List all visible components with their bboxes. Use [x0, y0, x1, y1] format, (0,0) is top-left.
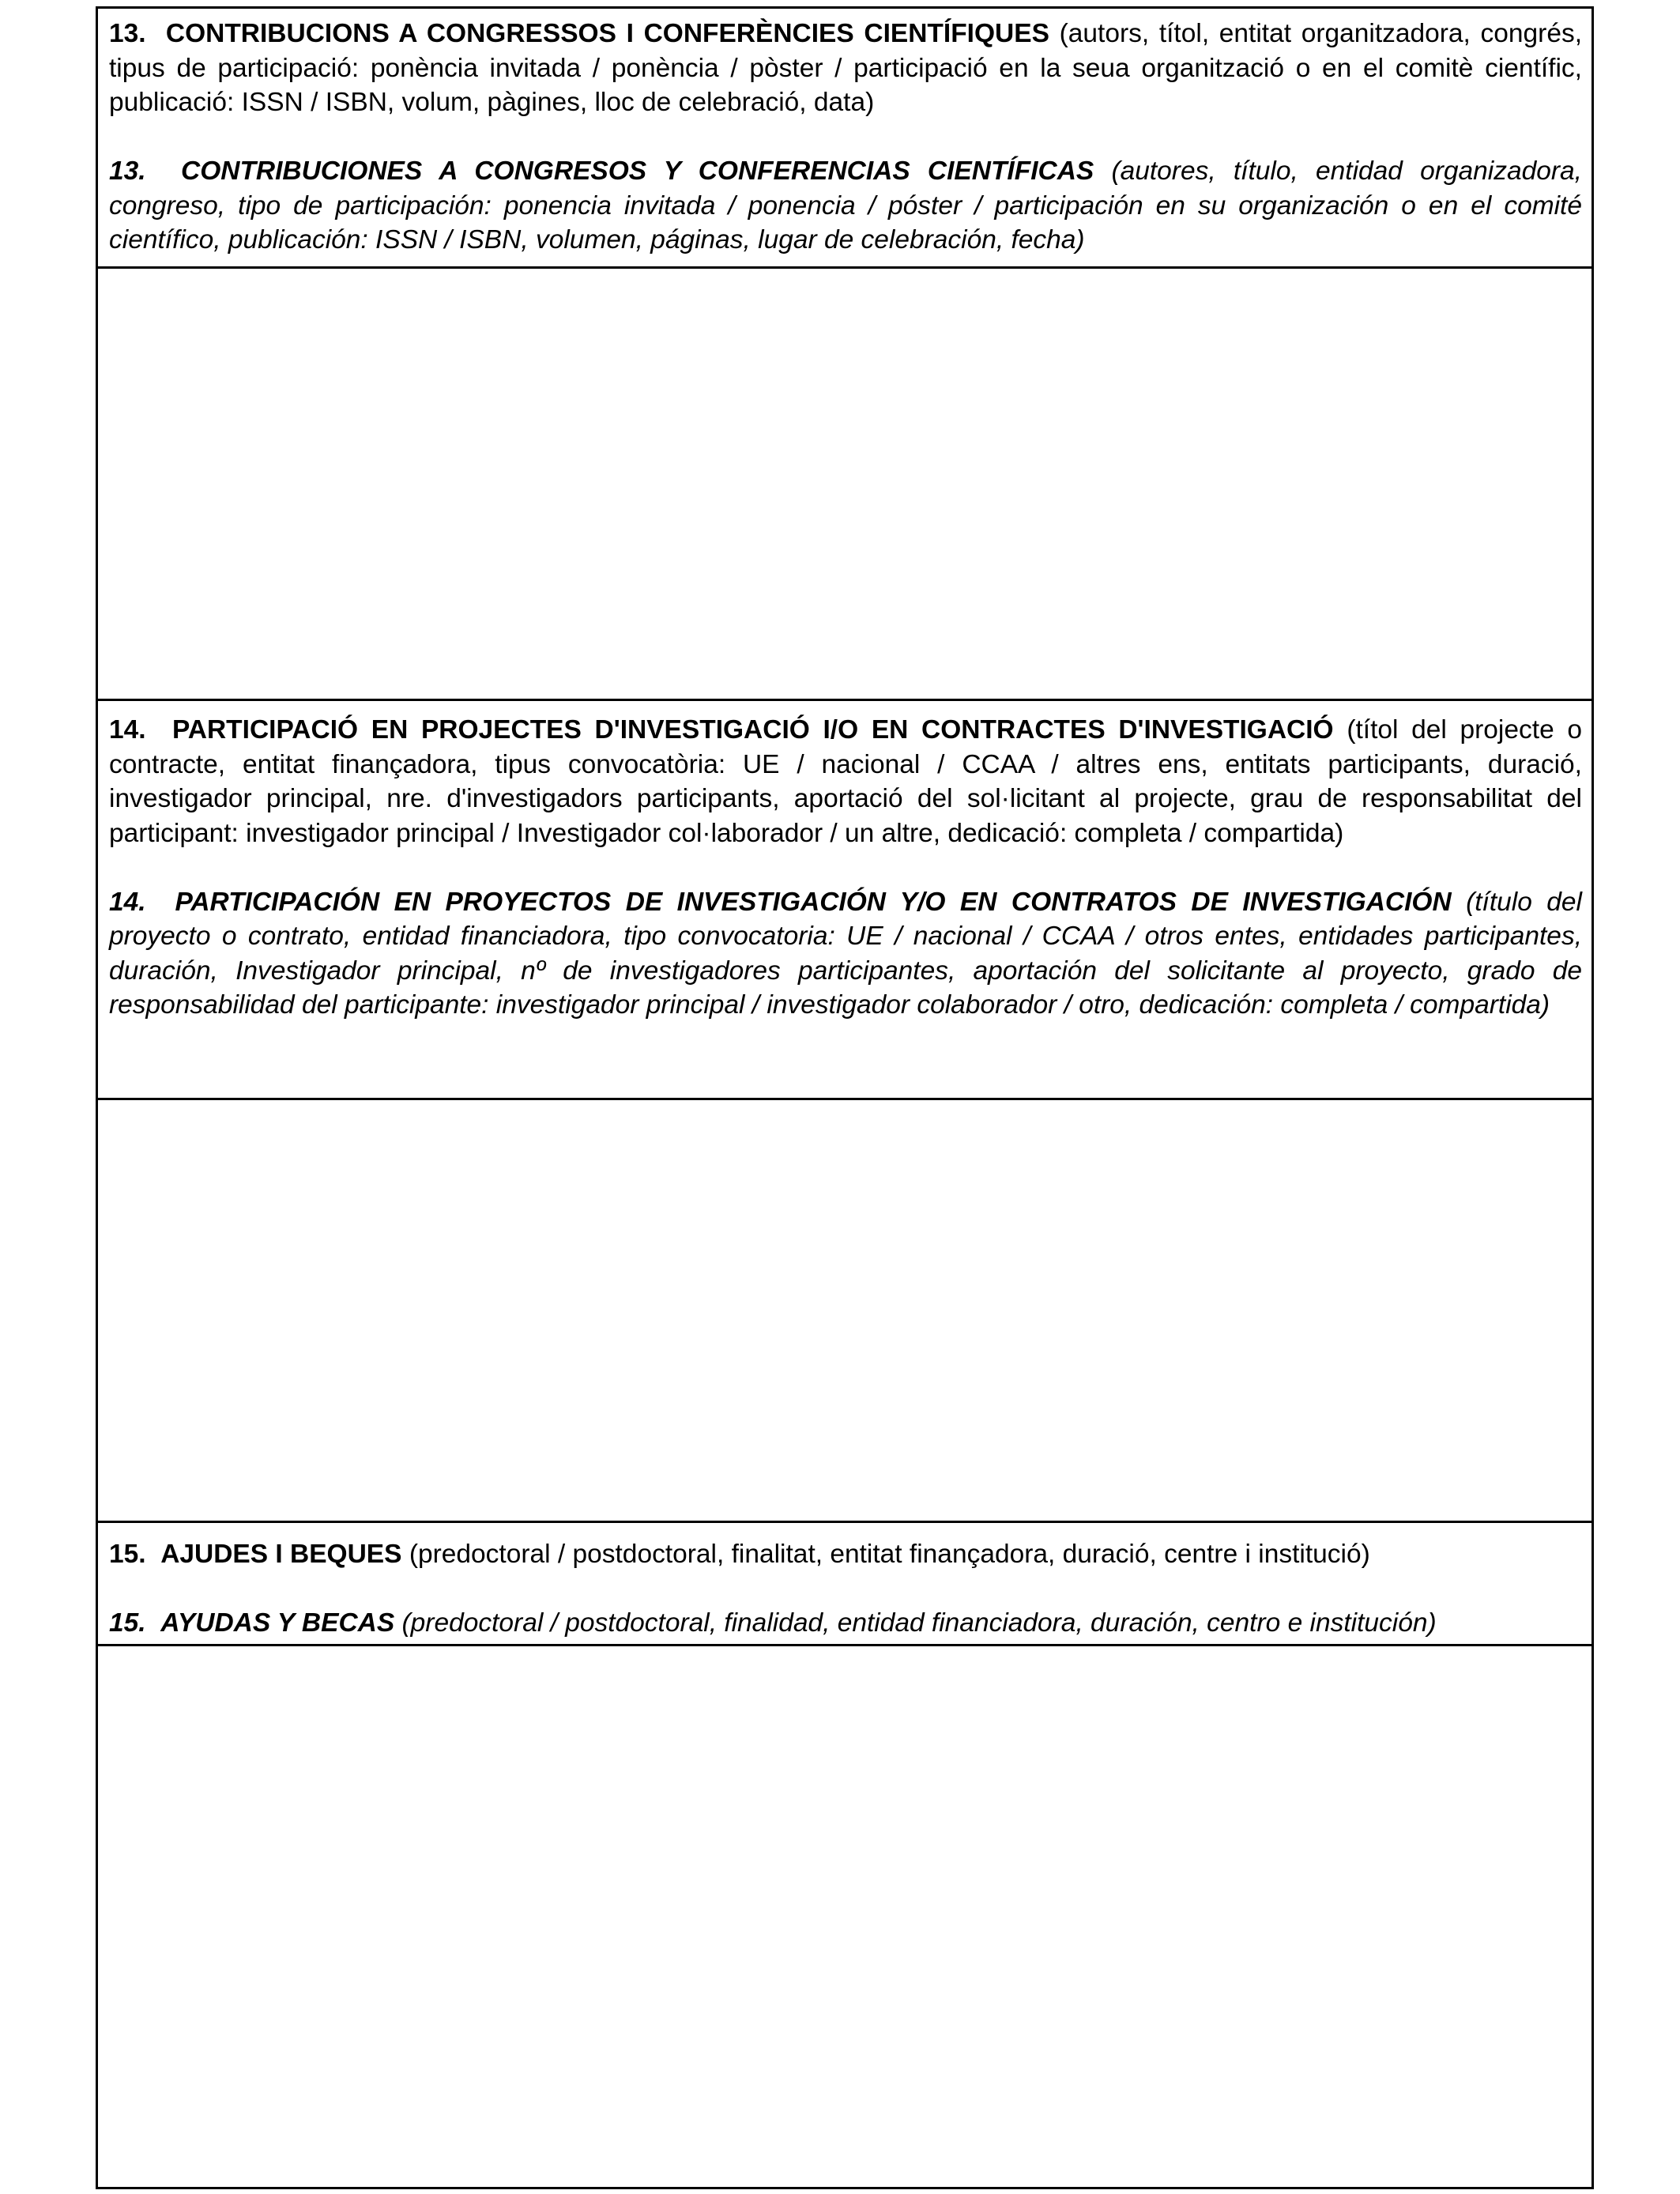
section-15-heading-ca [109, 1537, 1582, 1572]
section-13-number-es: 13. [109, 156, 146, 186]
section-13-title-ca: CONTRIBUCIONS A CONGRESSOS I CONFERÈNCIES CIENTÍFIQUES [165, 19, 1049, 48]
section-14-title-es: PARTICIPACIÓN EN PROYECTOS DE INVESTIGACIÓN Y/O EN CONTRATOS DE INVESTIGACIÓN [175, 887, 1452, 917]
section-13-description-ca: (autors, títol, entitat organitzadora, congrés, tipus de participació: ponència invitada / ponència / pòster / participació en la seua organització o en el comitè científic, publicació: ISSN / ISBN, volum, pàgines, lloc de celebració, data) [109, 19, 1583, 117]
section-14-input[interactable] [98, 1100, 1591, 1521]
cv-form-page [96, 6, 1594, 2189]
section-15-description-ca: (predoctoral / postdoctoral, finalitat, entitat finançadora, duració, centre i institució) [409, 1540, 1370, 1569]
section-15-title-ca: AJUDES I BEQUES [160, 1540, 402, 1569]
section-13-description-es: (autores, título, entidad organizadora, congreso, tipo de participación: ponencia invitada / ponencia / póster / participación en su organización o en el comité científico, publicación: ISSN / ISBN, volumen, páginas, lugar de celebración, fecha) [109, 156, 1582, 254]
section-14-header [98, 701, 1591, 1100]
section-13-heading-ca [109, 17, 1582, 120]
section-13-heading-es [109, 154, 1582, 258]
section-15-description-es: (predoctoral / postdoctoral, finalidad, entidad financiadora, duración, centro e institución) [401, 1608, 1437, 1638]
section-14-description-ca: (títol del projecte o contracte, entitat finançadora, tipus convocatòria: UE / nacional / CCAA / altres ens, entitats participants, duració, investigador principal, nre. d'investigadors participants, aportació del sol·licitant al projecte, grau de responsabilitat del participant: investigador principal / Investigador col·laborador / un altre, dedicació: completa / compartida) [109, 715, 1583, 848]
section-13-input[interactable] [98, 269, 1591, 699]
section-13-number: 13. [109, 19, 146, 48]
section-15-header [98, 1523, 1591, 1646]
section-14-number: 14. [109, 715, 146, 745]
section-15-title-es: AYUDAS Y BECAS [160, 1608, 395, 1638]
section-13-title-es: CONTRIBUCIONES A CONGRESOS Y CONFERENCIAS CIENTÍFICAS [181, 156, 1094, 186]
section-13-header [98, 9, 1591, 269]
section-13-input-area[interactable] [98, 269, 1591, 701]
section-15-number: 15. [109, 1540, 146, 1569]
section-15-input[interactable] [98, 1646, 1591, 2187]
section-15-number-es: 15. [109, 1608, 146, 1638]
section-14-heading-es [109, 885, 1582, 1023]
section-14-input-area[interactable] [98, 1100, 1591, 1523]
section-15-input-area[interactable] [98, 1646, 1591, 2187]
section-14-title-ca: PARTICIPACIÓ EN PROJECTES D'INVESTIGACIÓ I/O EN CONTRACTES D'INVESTIGACIÓ [171, 715, 1334, 745]
section-14-number-es: 14. [109, 887, 146, 917]
section-15-heading-es [109, 1606, 1582, 1641]
section-14-heading-ca [109, 713, 1582, 850]
section-14-description-es: (título del proyecto o contrato, entidad financiadora, tipo convocatoria: UE / nacional / CCAA / otros entes, entidades participantes, duración, Investigador principal, nº de investigadores participantes, aportación del solicitante al proyecto, grado de responsabilidad del participante: investigador principal / investigador colaborador / otro, dedicación: completa / compartida) [109, 887, 1582, 1020]
